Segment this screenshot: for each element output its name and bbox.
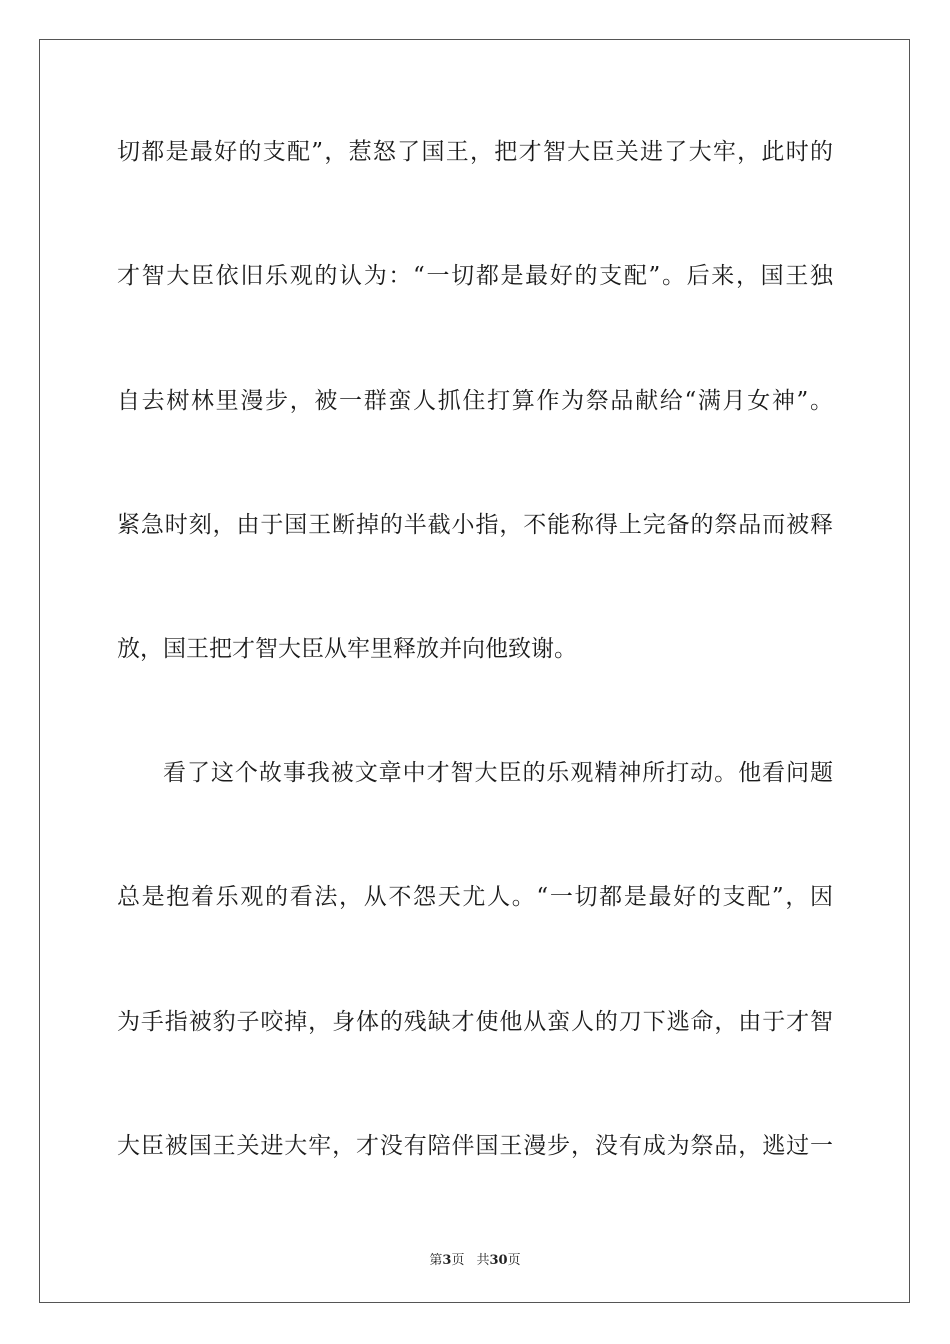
page-footer xyxy=(0,1249,950,1268)
current-page-number: 3 xyxy=(442,1253,452,1268)
text-line-3: 自去树林里漫步，被一群蛮人抓住打算作为祭品献给“满月女神”。 xyxy=(117,388,833,414)
text-line-7: 总是抱着乐观的看法，从不怨天尤人。“一切都是最好的支配”，因 xyxy=(117,884,833,910)
paragraph-2-first-line: 看了这个故事我被文章中才智大臣的乐观精神所打动。他看问题 xyxy=(163,760,833,786)
page-prefix: 第 xyxy=(429,1253,443,1268)
text-line-1: 切都是最好的支配”，惹怒了国王，把才智大臣关进了大牢，此时的 xyxy=(117,139,833,165)
text-line-5: 放，国王把才智大臣从牢里释放并向他致谢。 xyxy=(117,636,577,662)
page-suffix: 页 xyxy=(451,1253,465,1268)
text-line-2: 才智大臣依旧乐观的认为：“一切都是最好的支配”。后来，国王独 xyxy=(117,263,833,289)
total-prefix: 共 xyxy=(476,1253,490,1268)
total-suffix: 页 xyxy=(507,1253,521,1268)
total-page-count: 30 xyxy=(489,1253,508,1268)
text-line-4: 紧急时刻，由于国王断掉的半截小指，不能称得上完备的祭品而被释 xyxy=(117,512,833,538)
page-border xyxy=(39,39,910,1303)
text-line-8: 为手指被豹子咬掉，身体的残缺才使他从蛮人的刀下逃命，由于才智 xyxy=(117,1009,833,1035)
text-line-9: 大臣被国王关进大牢，才没有陪伴国王漫步，没有成为祭品，逃过一 xyxy=(117,1133,833,1159)
